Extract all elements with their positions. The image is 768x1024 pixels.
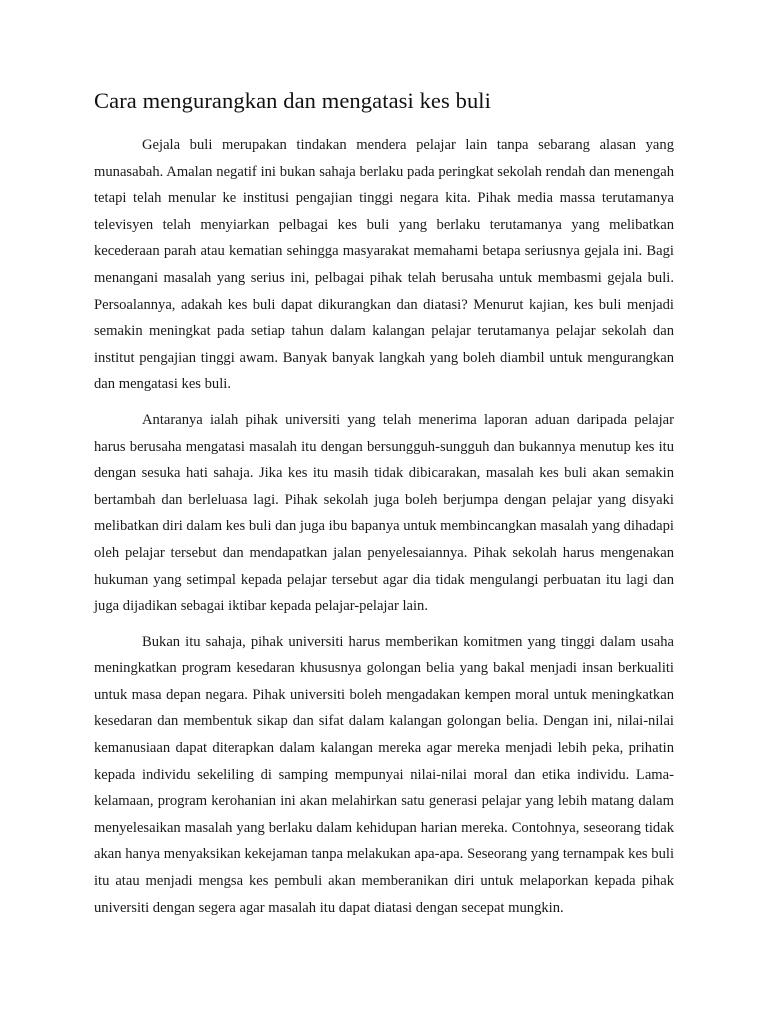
paragraph-3: Bukan itu sahaja, pihak universiti harus memberikan komitmen yang tinggi dalam usaha meningkatkan program kesedaran khususnya golongan belia yang bakal menjadi insan berkualiti untuk masa depan negara. Pihak universiti boleh mengadakan kempen moral untuk meningkatkan kesedaran dan membentuk sikap dan sifat dalam kalangan golongan belia. Dengan ini, nilai-nilai kemanusiaan dapat diterapkan dalam kalangan mereka agar mereka menjadi lebih peka, prihatin kepada individu sekeliling di samping mempunyai nilai-nilai moral dan etika individu. Lama-kelamaan, program kerohanian ini akan melahirkan satu generasi pelajar yang lebih matang dalam menyelesaikan masalah yang berlaku dalam kehidupan harian mereka. Contohnya, seseorang tidak akan hanya menyaksikan kekejaman tanpa melakukan apa-apa. Seseorang yang ternampak kes buli itu atau menjadi mengsa kes pembuli akan memberanikan diri untuk melaporkan kepada pihak universiti dengan segera agar masalah itu dapat diatasi dengan secepat mungkin. [94, 633, 674, 916]
paragraph-1: Gejala buli merupakan tindakan mendera pelajar lain tanpa sebarang alasan yang munasabah. Amalan negatif ini bukan sahaja berlaku pada peringkat sekolah rendah dan menengah tetapi telah menular ke institusi pengajian tinggi negara kita. Pihak media massa terutamanya televisyen telah menyiarkan pelbagai kes buli yang berlaku terutamanya yang melibatkan kecederaan parah atau kematian sehingga masyarakat memahami betapa seriusnya gejala ini. Bagi menangani masalah yang serius ini, pelbagai pihak telah berusaha untuk membasmi gejala buli. Persoalannya, adakah kes buli dapat dikurangkan dan diatasi? Menurut kajian, kes buli menjadi semakin meningkat pada setiap tahun dalam kalangan pelajar terutamanya pelajar sekolah dan institut pengajian tinggi awam. Banyak banyak langkah yang boleh diambil untuk mengurangkan dan mengatasi kes buli. [94, 137, 674, 393]
paragraph-2: Antaranya ialah pihak universiti yang telah menerima laporan aduan daripada pelajar harus berusaha mengatasi masalah itu dengan bersungguh-sungguh dan bukannya menutup kes itu dengan sesuka hati sahaja. Jika kes itu masih tidak dibicarakan, masalah kes buli akan semakin bertambah dan berleluasa lagi. Pihak sekolah juga boleh berjumpa dengan pelajar yang disyaki melibatkan diri dalam kes buli dan juga ibu bapanya untuk membincangkan masalah yang dihadapi oleh pelajar tersebut dan mendapatkan jalan penyelesaiannya. Pihak sekolah harus mengenakan hukuman yang setimpal kepada pelajar tersebut agar dia tidak mengulangi perbuatan itu lagi dan juga dijadikan sebagai iktibar kepada pelajar-pelajar lain. [94, 411, 674, 615]
document-title: Cara mengurangkan dan mengatasi kes buli [94, 88, 492, 113]
